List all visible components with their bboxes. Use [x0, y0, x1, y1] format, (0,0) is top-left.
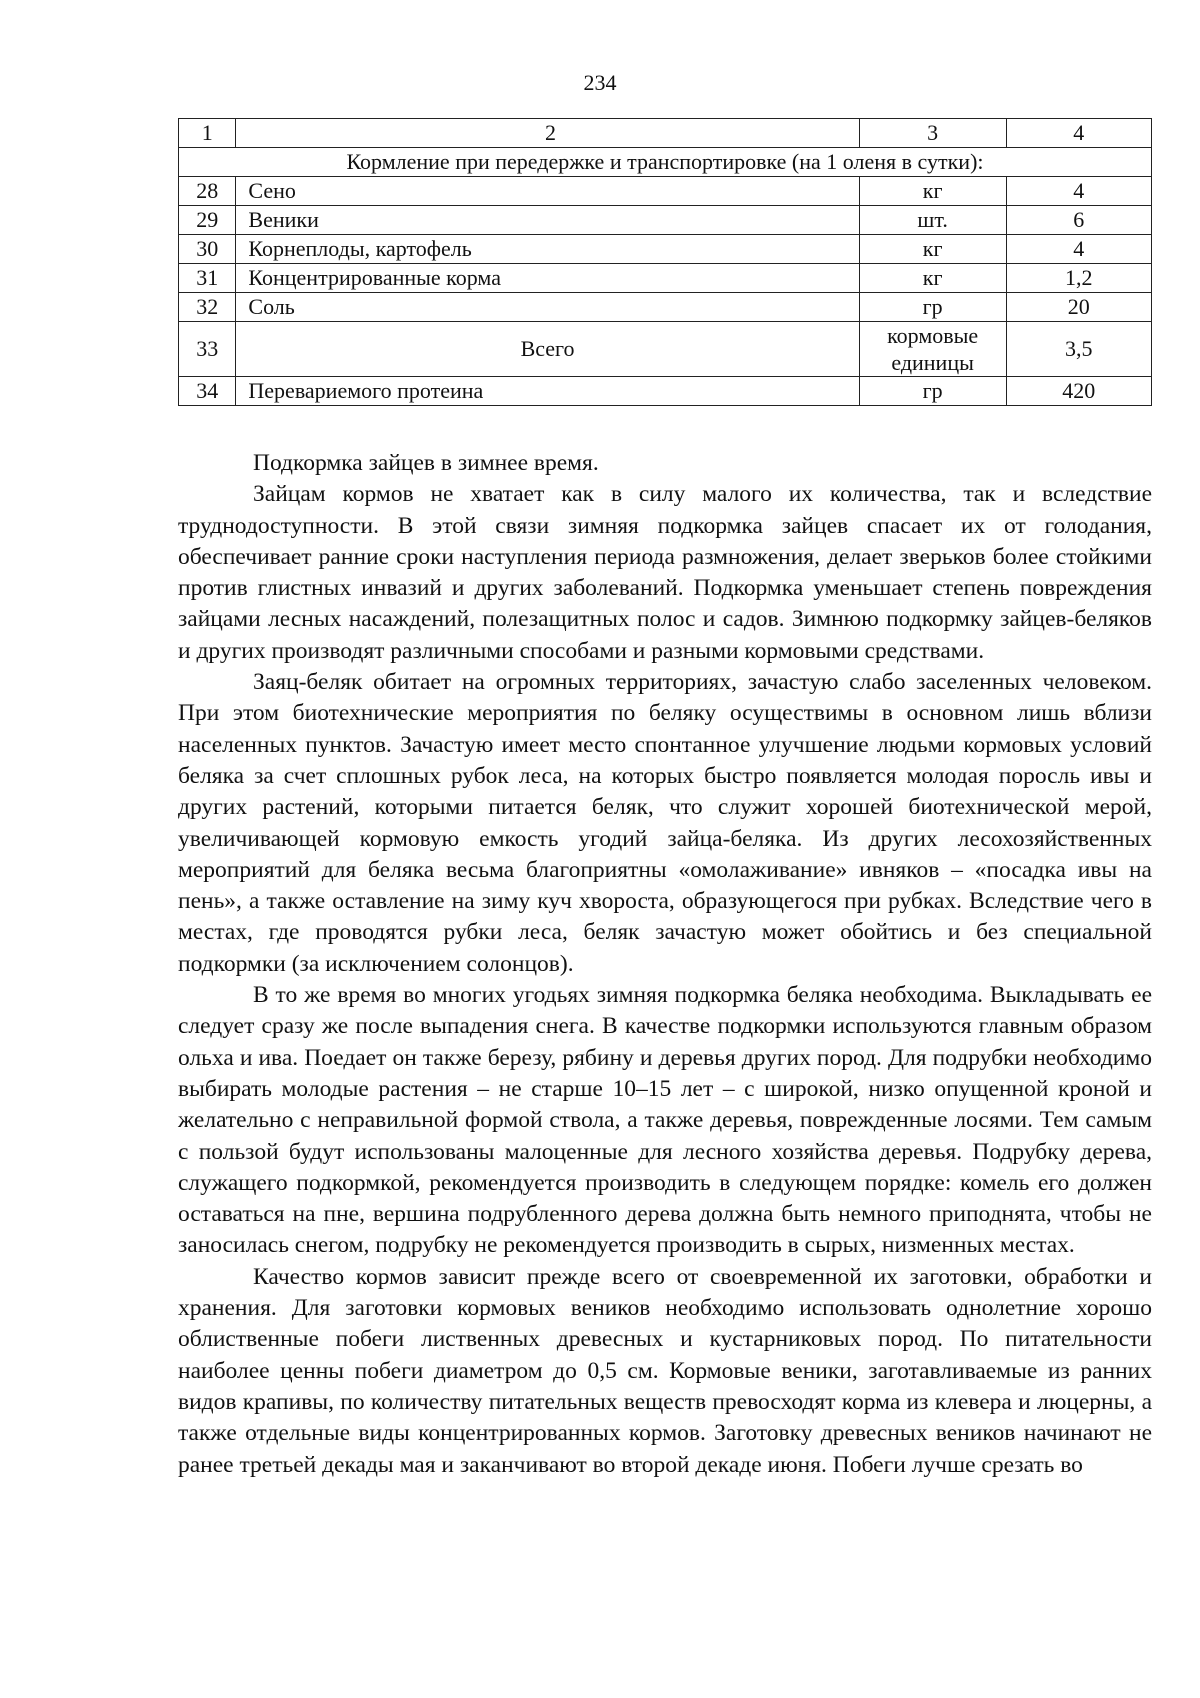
paragraph-heading: Подкормка зайцев в зимнее время. — [253, 450, 599, 476]
row-number: 32 — [179, 293, 236, 322]
table-header-row — [179, 119, 1152, 148]
header-cell-1: 1 — [179, 119, 236, 148]
header-cell-3: 3 — [859, 119, 1006, 148]
table-row — [179, 177, 1152, 206]
table-row — [179, 377, 1152, 406]
row-unit: кг — [859, 235, 1006, 264]
row-value: 1,2 — [1006, 264, 1151, 293]
row-value: 420 — [1006, 377, 1151, 406]
row-name: Концентрированные корма — [236, 264, 859, 293]
table-row — [179, 206, 1152, 235]
row-unit: шт. — [859, 206, 1006, 235]
table-section-row — [179, 148, 1152, 177]
feed-table — [178, 118, 1152, 406]
row-value: 4 — [1006, 177, 1151, 206]
row-unit: гр — [859, 377, 1006, 406]
row-name: Перевариемого протеина — [236, 377, 859, 406]
body-text — [178, 448, 1152, 1481]
paragraph: Заяц-беляк обитает на огромных территориях, зачастую слабо заселенных человеком. При этом биотехнические мероприятия по беляку осуществимы в основном лишь вблизи населенных пунктов. Зачастую имеет место спонтанное улучшение людьми кормовых условий беляка за счет сплошных рубок леса, на которых быстро появляется молодая поросль ивы и других растений, которыми питается беляк, что служит хорошей биотехнической мерой, увеличивающей кормовую емкость угодий зайца-беляка. Из других лесохозяйственных мероприятий для беляка весьма благоприятны «омолаживание» ивняков – «посадка ивы на пень», а также оставление на зиму куч хвороста, образующегося при рубках. Вследствие чего в местах, где проводятся рубки леса, беляк зачастую может обойтись и без специальной подкормки (за исключением солонцов). — [178, 669, 1152, 977]
table-row-total — [179, 322, 1152, 377]
header-cell-2: 2 — [236, 119, 859, 148]
row-number: 33 — [179, 322, 236, 377]
page-number: 234 — [583, 70, 617, 95]
row-number: 34 — [179, 377, 236, 406]
row-number: 30 — [179, 235, 236, 264]
row-name: Корнеплоды, картофель — [236, 235, 859, 264]
table-row — [179, 264, 1152, 293]
row-value: 6 — [1006, 206, 1151, 235]
row-unit: кормовые единицы — [859, 322, 1006, 377]
table-row — [179, 235, 1152, 264]
row-number: 28 — [179, 177, 236, 206]
row-unit: кг — [859, 177, 1006, 206]
paragraph: Зайцам кормов не хватает как в силу малого их количества, так и вследствие труднодоступности. В этой связи зимняя подкормка зайцев спасает их от голодания, обеспечивает ранние сроки наступления периода размножения, делает зверьков более стойкими против глистных инвазий и других заболеваний. Подкормка уменьшает степень повреждения зайцами лесных насаждений, полезащитных полос и садов. Зимнюю подкормку зайцев-беляков и других производят различными способами и разными кормовыми средствами. — [178, 481, 1152, 664]
row-name: Всего — [236, 322, 859, 377]
row-value: 3,5 — [1006, 322, 1151, 377]
row-value: 4 — [1006, 235, 1151, 264]
paragraph: В то же время во многих угодьях зимняя подкормка беляка необходима. Выкладывать ее следует сразу же после выпадения снега. В качестве подкормки используются главным образом ольха и ива. Поедает он также березу, рябину и деревья других пород. Для подрубки необходимо выбирать молодые растения – не старше 10–15 лет – с широкой, низко опущенной кроной и желательно с неправильной формой ствола, а также деревья, поврежденные лосями. Тем самым с пользой будут использованы малоценные для лесного хозяйства деревья. Подрубку дерева, служащего подкормкой, рекомендуется производить в следующем порядке: комель его должен оставаться на пне, вершина подрубленного дерева должна быть немного приподнята, чтобы не заносилась снегом, подрубку не рекомендуется производить в сырых, низменных местах. — [178, 982, 1152, 1259]
header-cell-4: 4 — [1006, 119, 1151, 148]
row-value: 20 — [1006, 293, 1151, 322]
row-unit: гр — [859, 293, 1006, 322]
row-unit: кг — [859, 264, 1006, 293]
row-name: Соль — [236, 293, 859, 322]
row-name: Сено — [236, 177, 859, 206]
table-row — [179, 293, 1152, 322]
row-name: Веники — [236, 206, 859, 235]
table-section-title: Кормление при передержке и транспортировке (на 1 оленя в сутки): — [179, 148, 1152, 177]
row-number: 31 — [179, 264, 236, 293]
paragraph: Качество кормов зависит прежде всего от своевременной их заготовки, обработки и хранения. Для заготовки кормовых веников необходимо использовать однолетние хорошо облиственные побеги лиственных древесных и кустарниковых пород. По питательности наиболее ценны побеги диаметром до 0,5 см. Кормовые веники, заготавливаемые из ранних видов крапивы, по количеству питательных веществ превосходят корма из клевера и люцерны, а также отдельные виды концентрированных кормов. Заготовку древесных веников начинают не ранее третьей декады мая и заканчивают во второй декаде июня. Побеги лучше срезать во — [178, 1263, 1152, 1478]
row-number: 29 — [179, 206, 236, 235]
